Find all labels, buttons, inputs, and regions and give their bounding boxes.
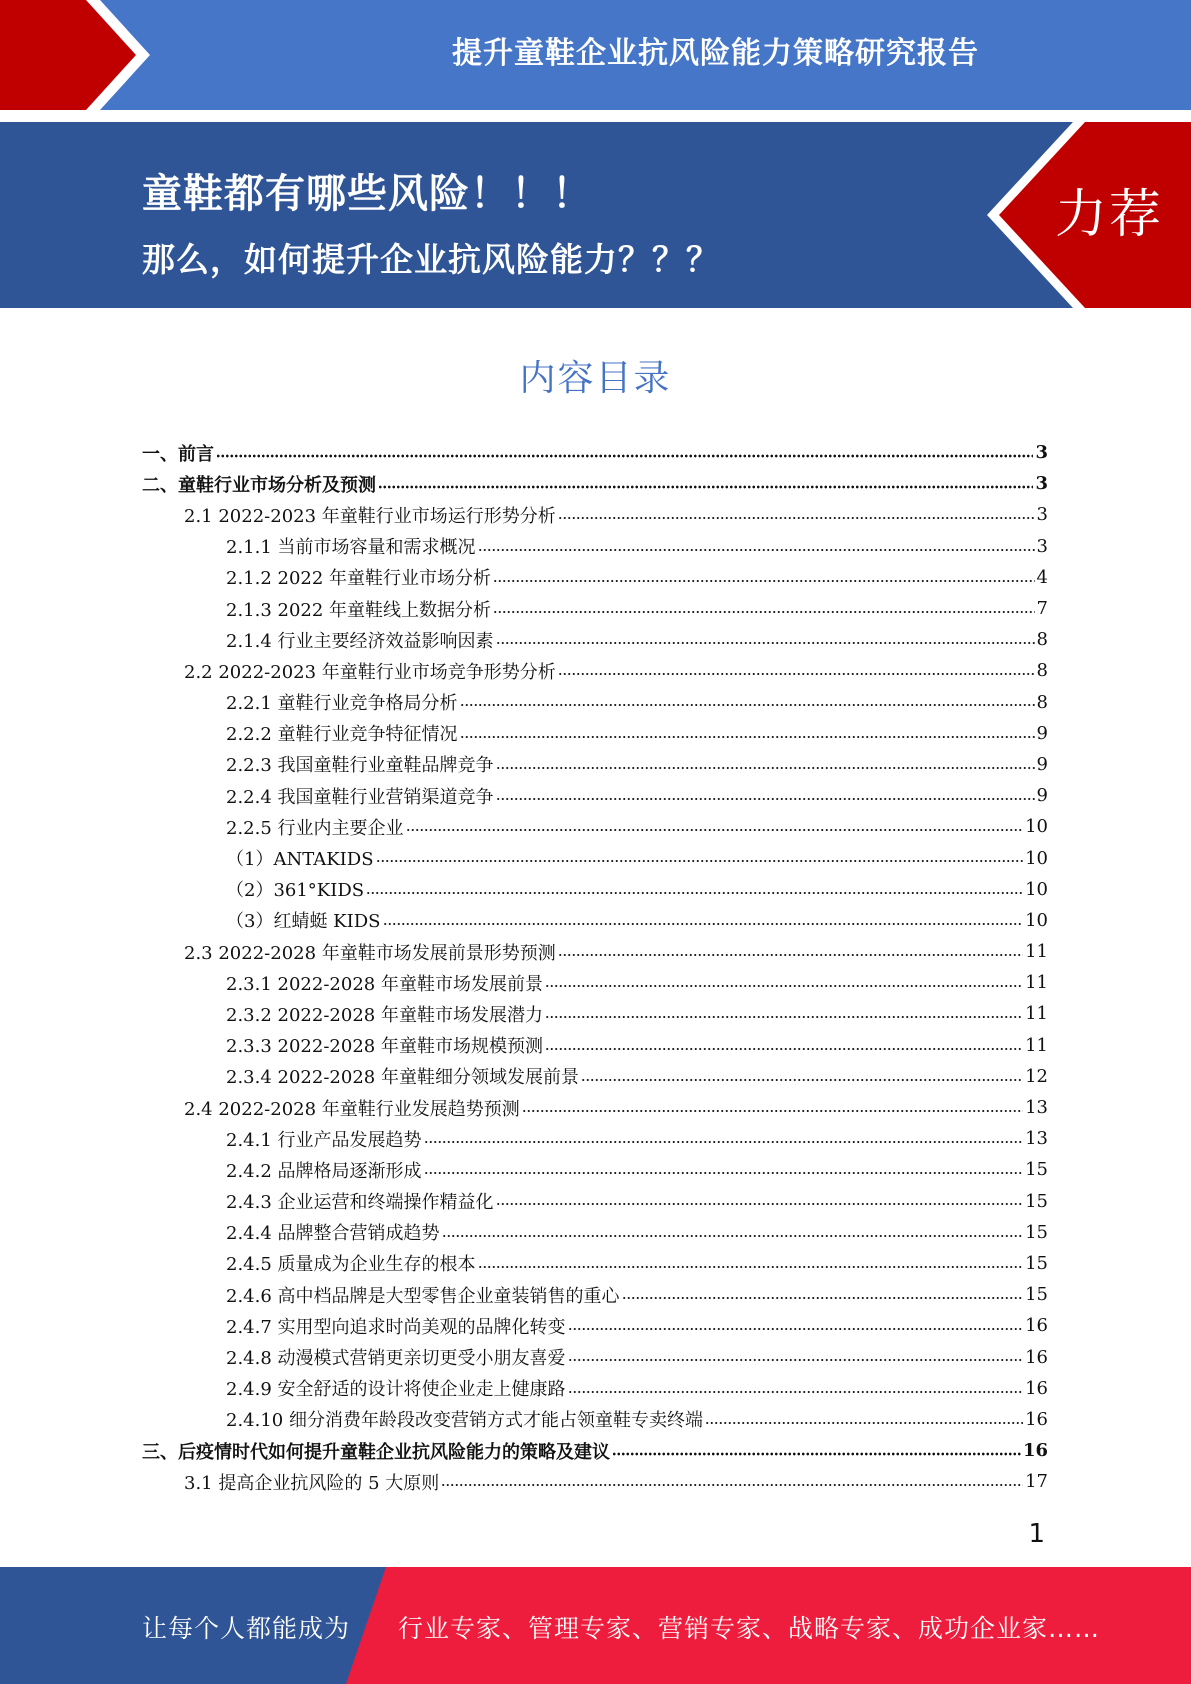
toc-dot-leader xyxy=(558,666,1035,677)
toc-entry-page: 16 xyxy=(1022,1440,1048,1462)
toc-entry-page: 15 xyxy=(1025,1252,1048,1274)
toc-entry-page: 10 xyxy=(1025,909,1048,931)
toc-entry-page: 16 xyxy=(1025,1315,1048,1337)
toc-title: 内容目录 xyxy=(519,358,672,399)
toc-entry-label: 2.4.9 安全舒适的设计将使企业走上健康路 xyxy=(226,1379,566,1401)
toc-entry-label: 2.4.8 动漫模式营销更亲切更受小朋友喜爱 xyxy=(226,1348,566,1370)
badge-label: 力荐 xyxy=(1054,185,1163,245)
toc-dot-leader xyxy=(442,1227,1024,1238)
toc-entry[interactable] xyxy=(142,780,1048,811)
toc-entry-page: 3 xyxy=(1036,535,1048,557)
toc-entry-label: 2.1.4 行业主要经济效益影响因素 xyxy=(226,630,494,652)
toc-dot-leader xyxy=(376,853,1024,864)
toc-entry[interactable] xyxy=(142,936,1048,967)
toc-entry-label: 2.2.1 童鞋行业竞争格局分析 xyxy=(226,693,458,715)
toc-entry[interactable] xyxy=(142,1092,1048,1123)
toc-dot-leader xyxy=(545,977,1023,988)
toc-entry-label: 2.4.7 实用型向追求时尚美观的品牌化转变 xyxy=(226,1316,566,1338)
toc-entry-page: 3 xyxy=(1035,442,1048,464)
toc-entry[interactable] xyxy=(142,1123,1048,1154)
toc-entry-label: 2.3.4 2022-2028 年童鞋细分领域发展前景 xyxy=(226,1067,579,1089)
toc-dot-leader xyxy=(493,572,1034,583)
toc-dot-leader xyxy=(612,1445,1021,1456)
toc-entry-page: 13 xyxy=(1025,1097,1048,1119)
toc-dot-leader xyxy=(493,603,1034,614)
toc-entry-page: 15 xyxy=(1025,1190,1048,1212)
toc-entry-label: 2.4.1 行业产品发展趋势 xyxy=(226,1129,422,1151)
toc-entry[interactable] xyxy=(142,1341,1048,1372)
toc-entry[interactable] xyxy=(142,1061,1048,1092)
toc-entry-page: 15 xyxy=(1025,1159,1048,1181)
toc-entry-label: 2.3 2022-2028 年童鞋市场发展前景形势预测 xyxy=(184,942,556,964)
toc-entry-label: 3.1 提高企业抗风险的 5 大原则 xyxy=(184,1472,440,1494)
toc-entry-page: 7 xyxy=(1036,598,1048,620)
toc-entry-page: 15 xyxy=(1025,1284,1048,1306)
footer-slogan-left: 让每个人都能成为 xyxy=(142,1614,351,1643)
toc-dot-leader xyxy=(406,821,1024,832)
toc-entry-label: 2.1.1 当前市场容量和需求概况 xyxy=(226,537,476,559)
toc-entry[interactable] xyxy=(142,1373,1048,1404)
toc-dot-leader xyxy=(496,759,1035,770)
toc-dot-leader xyxy=(568,1352,1024,1363)
toc-entry-label: 2.4.5 质量成为企业生存的根本 xyxy=(226,1254,476,1276)
toc-entry[interactable] xyxy=(142,1310,1048,1341)
toc-entry-label: 2.4 2022-2028 年童鞋行业发展趋势预测 xyxy=(184,1098,520,1120)
footer-banner xyxy=(0,1567,1191,1684)
toc-entry-page: 8 xyxy=(1036,629,1048,651)
toc-entry-page: 10 xyxy=(1025,878,1048,900)
hero-headline: 童鞋都有哪些风险！！！ xyxy=(142,171,593,217)
toc-entry-label: 2.3.1 2022-2028 年童鞋市场发展前景 xyxy=(226,973,543,995)
toc-entry[interactable] xyxy=(142,811,1048,842)
toc-entry[interactable] xyxy=(142,1435,1048,1466)
toc-entry-page: 10 xyxy=(1025,816,1048,838)
toc-dot-leader xyxy=(522,1102,1023,1113)
footer-slogan-right: 行业专家、管理专家、营销专家、战略专家、成功企业家…… xyxy=(398,1614,1101,1643)
toc-entry-page: 10 xyxy=(1025,847,1048,869)
toc-dot-leader xyxy=(496,790,1035,801)
toc-entry-label: 2.2.2 童鞋行业竞争特征情况 xyxy=(226,724,458,746)
toc-entry[interactable] xyxy=(142,593,1048,624)
toc-entry[interactable] xyxy=(142,1248,1048,1279)
toc-dot-leader xyxy=(478,1258,1024,1269)
top-banner xyxy=(0,0,1191,110)
toc-entry[interactable] xyxy=(142,468,1048,499)
toc-entry-page: 3 xyxy=(1036,504,1048,526)
toc-dot-leader xyxy=(378,478,1033,489)
toc-entry-label: 2.4.10 细分消费年龄段改变营销方式才能占领童鞋专卖终端 xyxy=(226,1410,703,1432)
toc-entry-page: 16 xyxy=(1025,1346,1048,1368)
toc-entry-label: 2.4.6 高中档品牌是大型零售企业童装销售的重心 xyxy=(226,1285,620,1307)
toc-entry-page: 16 xyxy=(1025,1377,1048,1399)
toc-entry[interactable] xyxy=(142,1279,1048,1310)
toc-entry-label: 2.4.2 品牌格局逐渐形成 xyxy=(226,1160,422,1182)
toc-entry-page: 3 xyxy=(1035,473,1048,495)
toc-dot-leader xyxy=(424,1165,1024,1176)
toc-entry[interactable] xyxy=(142,1154,1048,1185)
toc-entry-page: 13 xyxy=(1025,1128,1048,1150)
toc-entry-label: 三、后疫情时代如何提升童鞋企业抗风险能力的策略及建议 xyxy=(142,1441,610,1463)
toc-entry[interactable] xyxy=(142,562,1048,593)
toc-entry-label: （1）ANTAKIDS xyxy=(226,849,374,871)
toc-entry-page: 12 xyxy=(1025,1065,1048,1087)
toc-entry-label: 一、前言 xyxy=(142,443,214,465)
toc-entry-page: 11 xyxy=(1025,941,1048,963)
toc-entry[interactable] xyxy=(142,842,1048,873)
toc-entry-label: 2.4.4 品牌整合营销成趋势 xyxy=(226,1223,440,1245)
toc-entry-label: （3）红蜻蜓 KIDS xyxy=(226,911,381,933)
toc-entry-label: 2.3.2 2022-2028 年童鞋市场发展潜力 xyxy=(226,1004,543,1026)
toc-entry-label: 2.2.5 行业内主要企业 xyxy=(226,817,404,839)
toc-entry-label: 2.2.3 我国童鞋行业童鞋品牌竞争 xyxy=(226,755,494,777)
toc-entry[interactable] xyxy=(142,718,1048,749)
report-title: 提升童鞋企业抗风险能力策略研究报告 xyxy=(452,36,979,71)
toc-entry-label: （2）361°KIDS xyxy=(226,880,365,902)
toc-entry[interactable] xyxy=(142,1186,1048,1217)
toc-dot-leader xyxy=(496,1196,1024,1207)
toc-entry-page: 8 xyxy=(1036,660,1048,682)
toc-dot-leader xyxy=(568,1383,1024,1394)
toc-dot-leader xyxy=(558,946,1023,957)
toc-entry[interactable] xyxy=(142,531,1048,562)
toc-entry-label: 2.1.3 2022 年童鞋线上数据分析 xyxy=(226,599,492,621)
toc-entry[interactable] xyxy=(142,624,1048,655)
toc-dot-leader xyxy=(216,447,1033,458)
toc-entry-page: 9 xyxy=(1036,753,1048,775)
toc-dot-leader xyxy=(460,728,1035,739)
toc-entry[interactable] xyxy=(142,874,1048,905)
toc-entry-label: 2.3.3 2022-2028 年童鞋市场规模预测 xyxy=(226,1036,543,1058)
page-number: 1 xyxy=(1028,1519,1045,1549)
toc-entry-label: 2.2 2022-2023 年童鞋行业市场竞争形势分析 xyxy=(184,661,556,683)
toc-dot-leader xyxy=(441,1476,1023,1487)
hero-subheadline: 那么，如何提升企业抗风险能力？？？ xyxy=(142,240,720,279)
toc-entry[interactable] xyxy=(142,1466,1048,1497)
toc-entry-page: 8 xyxy=(1036,691,1048,713)
toc-dot-leader xyxy=(496,634,1035,645)
toc-entry-page: 15 xyxy=(1025,1221,1048,1243)
toc-entry[interactable] xyxy=(142,1404,1048,1435)
toc-entry-page: 9 xyxy=(1036,785,1048,807)
toc-entry[interactable] xyxy=(142,998,1048,1029)
toc-dot-leader xyxy=(545,1009,1023,1020)
toc-entry-page: 9 xyxy=(1036,722,1048,744)
red-chevron-decoration xyxy=(0,0,160,110)
toc-entry-label: 二、童鞋行业市场分析及预测 xyxy=(142,474,376,496)
toc-dot-leader xyxy=(424,1133,1024,1144)
hero-banner xyxy=(0,122,1191,308)
table-of-contents xyxy=(142,437,1048,1497)
toc-entry-label: 2.2.4 我国童鞋行业营销渠道竞争 xyxy=(226,786,494,808)
toc-entry-label: 2.1.2 2022 年童鞋行业市场分析 xyxy=(226,568,492,590)
toc-entry-page: 16 xyxy=(1025,1408,1048,1430)
toc-dot-leader xyxy=(366,884,1023,895)
toc-dot-leader xyxy=(581,1071,1023,1082)
toc-entry[interactable] xyxy=(142,1217,1048,1248)
toc-dot-leader xyxy=(705,1414,1023,1425)
toc-entry-page: 11 xyxy=(1025,1034,1048,1056)
toc-dot-leader xyxy=(478,541,1035,552)
toc-entry-page: 17 xyxy=(1025,1471,1048,1493)
toc-entry[interactable] xyxy=(142,655,1048,686)
toc-entry[interactable] xyxy=(142,687,1048,718)
toc-dot-leader xyxy=(622,1289,1024,1300)
toc-entry-page: 11 xyxy=(1025,972,1048,994)
toc-dot-leader xyxy=(568,1320,1024,1331)
toc-entry[interactable] xyxy=(142,437,1048,468)
toc-entry-label: 2.1 2022-2023 年童鞋行业市场运行形势分析 xyxy=(184,505,556,527)
toc-dot-leader xyxy=(383,915,1024,926)
toc-dot-leader xyxy=(545,1040,1023,1051)
toc-entry-page: 11 xyxy=(1025,1003,1048,1025)
toc-entry[interactable] xyxy=(142,1030,1048,1061)
toc-entry[interactable] xyxy=(142,749,1048,780)
toc-entry-page: 4 xyxy=(1036,566,1048,588)
toc-dot-leader xyxy=(558,510,1035,521)
toc-entry[interactable] xyxy=(142,905,1048,936)
toc-dot-leader xyxy=(460,697,1035,708)
toc-entry-label: 2.4.3 企业运营和终端操作精益化 xyxy=(226,1192,494,1214)
toc-entry[interactable] xyxy=(142,967,1048,998)
toc-entry[interactable] xyxy=(142,499,1048,530)
